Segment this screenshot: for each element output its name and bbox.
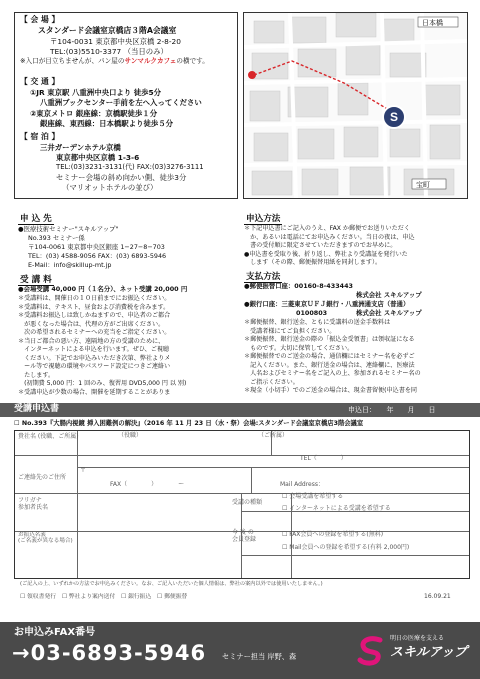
option-fax-member[interactable]: ☐ FAX会員への登録を希望する(無料)	[282, 531, 384, 538]
method-line: 書の受付順に限定させていただきますのでお早めに。	[244, 242, 397, 249]
payment-note: 受講者様にてご負担ください。	[244, 327, 336, 335]
payment-bank-name: 株式会社 スキルアップ	[356, 309, 422, 317]
option-net-attend[interactable]: ☐ インターネットによる受講を希望する	[282, 505, 391, 512]
fee-note: ール等で視聴の環境やパスワード設定につきご連絡い	[18, 363, 171, 370]
venue-marker-label: S	[389, 110, 399, 124]
label-billing-name: お振込名義 (ご名義が異なる場合)	[18, 532, 73, 545]
logo-tagline: 明日の医療を支える	[390, 635, 445, 642]
map-label-nihonbashi: 日本橋	[422, 19, 443, 27]
hotel-note-1: セミナー会場の斜め向かい側、徒歩3分	[56, 173, 187, 182]
method-line: ＊下記申込書にご記入のうえ、FAX か郵便でお送りいただく	[244, 225, 410, 232]
seminar-contact: セミナー担当 岸野、森	[222, 652, 297, 661]
label-attend-type: 受講の種類	[232, 499, 263, 506]
map-label-takaramachi: 宝町	[416, 181, 430, 189]
venue-note	[20, 58, 209, 66]
label-participant: フリガナ 参加者氏名	[18, 497, 49, 511]
label-mail[interactable]: Mail Address：	[280, 481, 324, 488]
form-date[interactable]: 申込日： 年 月 日	[348, 406, 436, 414]
payment-note: ＊郵便振替、銀行送金、ともに受講料の送金手数料は	[244, 319, 391, 326]
apply-line-2: No.393 セミナー係	[28, 234, 85, 242]
payment-postal: ●郵便振替口座：00160-8-433443	[244, 282, 353, 290]
start-marker	[248, 71, 256, 79]
fee-header: 受 講 料	[20, 275, 52, 285]
form-checks[interactable]: ☐ 領収書発行 ☐ 弊社より案内送付 ☐ 銀行振込 ☐ 郵便振替	[20, 594, 188, 600]
fee-note: インターネットによる申込を行います。ぜひ、ご視聴	[18, 346, 170, 353]
payment-note: 記入ください。また、銀行送金の場合は、連絡欄に、医療法	[244, 361, 415, 369]
label-membership: 今 後 の 会員登録	[232, 529, 257, 543]
access-map	[243, 12, 468, 199]
fee-note: たします。	[18, 371, 55, 379]
fee-note: (初期費 5,000 円：1 回のみ、復習用 DVD5,000 円 以 別)	[18, 380, 187, 387]
venue-note-highlight: サンマルクカフェ	[124, 57, 177, 65]
method-line: か、あるいは電話にてお申込みください。当日の夜は、申込	[244, 233, 415, 241]
payment-note: ご指示ください。	[244, 378, 299, 386]
label-position: （役職）	[118, 432, 143, 439]
label-address: ご連絡先のご住所	[18, 474, 67, 481]
fee-note: 次の希望されるセミナーへの充当をご指定ください。	[18, 329, 171, 336]
payment-note: ＊郵便振替、銀行送金の際の「振込金受領書」は領収証になる	[244, 336, 415, 343]
venue-name: スタンダード会議室京橋店３階A会議室	[38, 26, 177, 35]
map-svg	[244, 13, 467, 198]
traffic-jr: ①JR 東京駅 八重洲中央口より 徒歩5分	[30, 88, 162, 97]
fee-note: が悪くなった場合は、代理の方がご出席ください。	[18, 320, 165, 328]
traffic-metro-note: 銀座線、東西線：日本橋駅より徒歩５分	[40, 119, 174, 128]
option-mail-member[interactable]: ☐ Mail会員への登録を希望する(有料 2,000円)	[282, 544, 410, 551]
apply-line-5: E-Mail：info@skillup-mt.jp	[28, 261, 112, 269]
payment-note: 人名およびセミナー名をご記入の上、参加されるセミナー名の	[244, 370, 421, 377]
venue-tel: TEL:(03)5510-3377 （当日のみ）	[50, 47, 168, 56]
payment-bank: ●銀行口座：三菱東京ＵＦＪ銀行・八重洲通支店（普通）	[244, 300, 410, 308]
venue-note-suffix: の横です。	[176, 57, 209, 65]
option-venue-attend[interactable]: ☐ 会場受講を希望する	[282, 493, 344, 500]
payment-header: 支払方法	[246, 272, 281, 282]
fee-note: ＊受講料は、テキスト、昼食および消費税を含みます。	[18, 303, 170, 311]
traffic-metro: ②東京メトロ 銀座線：京橋駅徒歩１分	[30, 109, 158, 118]
apply-line-3: 〒104-0061 東京都中央区銀座 1−27−8−703	[28, 243, 165, 251]
method-line: します（その際、郵便振替用紙を同封します）。	[244, 259, 382, 266]
method-header: 申込方法	[246, 214, 281, 224]
form-version: 16.09.21	[424, 593, 451, 600]
payment-note: ＊現金（小切手）でのご送金の場合は、現金書留便(申込書を同	[244, 387, 418, 394]
hotel-address: 東京都中央区京橋 1-3-6	[56, 153, 140, 162]
fee-note: ＊受講料は、開催日の１０日前までにお振込ください。	[18, 295, 171, 302]
form-title: 受講申込書	[14, 404, 60, 414]
apply-line-4: TEL：(03) 4588-9056 FAX：(03) 6893-5946	[28, 252, 167, 260]
fee-note: ＊当日ご都合の悪い方、遠隔地の方の受講のために、	[18, 337, 165, 345]
fax-number: →03-6893-5946	[12, 641, 207, 665]
apply-header: 申 込 先	[20, 214, 52, 224]
skillup-logo	[356, 634, 468, 668]
label-company: 貴社名 (役職、ご所属)	[18, 433, 79, 440]
hotel-tel: TEL:(03)3231-3131(代) FAX:(03)3276-3111	[56, 163, 204, 171]
logo-mark-icon	[356, 634, 386, 668]
label-tel[interactable]: TEL（ ）	[300, 455, 347, 462]
fax-label: お申込みFAX番号	[14, 627, 96, 638]
payment-note: ものです。大切に保管してください。	[244, 344, 354, 352]
label-fax[interactable]: FAX（ ） ー	[110, 481, 185, 488]
fee-note: ＊受講申込が少数の場合、開催を延期することがありま	[18, 388, 171, 396]
traffic-header: 【 交 通 】	[20, 77, 60, 86]
apply-line-1: ●医療技術セミナー"スキルアップ"	[18, 225, 119, 233]
fee-note: ください。下記でお申込みいただき次第、弊社よりメ	[18, 354, 171, 362]
payment-postal-name: 株式会社 スキルアップ	[356, 291, 422, 299]
hotel-name: 三井ガーデンホテル京橋	[40, 143, 121, 152]
venue-header: 【 会 場 】	[20, 15, 60, 24]
form-note: (ご記入の上、いずれかの方法でお申込みください。なお、ご記入いただいた個人情報は、弊社の案内以外では使用いたしません。)	[20, 581, 323, 587]
fee-note: ＊受講料お振込しは致しかねますので、申込者のご都合	[18, 312, 171, 319]
hotel-note-2: （マリオットホテルの並び）	[62, 183, 158, 192]
seminar-checkbox[interactable]: ☐ No.393『大腸内視鏡 挿入困難例の解決』（2016 年 11 月 23 日（水・祭）会場:スタンダード会議室京橋店3階会議室	[14, 420, 364, 427]
label-dept: （ご所属）	[258, 432, 289, 439]
method-line: ●申込書を受取り後、折り返し、弊社より受講証を発行いた	[244, 250, 408, 258]
venue-address: 〒104-0031 東京都中央区京橋 2-8-20	[50, 37, 181, 46]
traffic-jr-note: 八重洲ブックセンター手前を左へ入ってください	[40, 98, 202, 107]
payment-note: ＊郵便振替でのご送金の場合、通信欄にはセミナー名を必ずご	[244, 353, 415, 360]
fee-line-main: ●会場受講 40,000 円（１名分）、ネット受講 20,000 円	[18, 285, 188, 293]
hotel-header: 【 宿 泊 】	[20, 132, 60, 141]
label-postal[interactable]: 〒	[80, 467, 87, 474]
logo-name: スキルアップ	[390, 645, 467, 660]
venue-note-prefix: ※入口が目立ちませんが、パン屋の	[20, 57, 125, 65]
payment-bank-account: 0100803	[296, 309, 328, 317]
